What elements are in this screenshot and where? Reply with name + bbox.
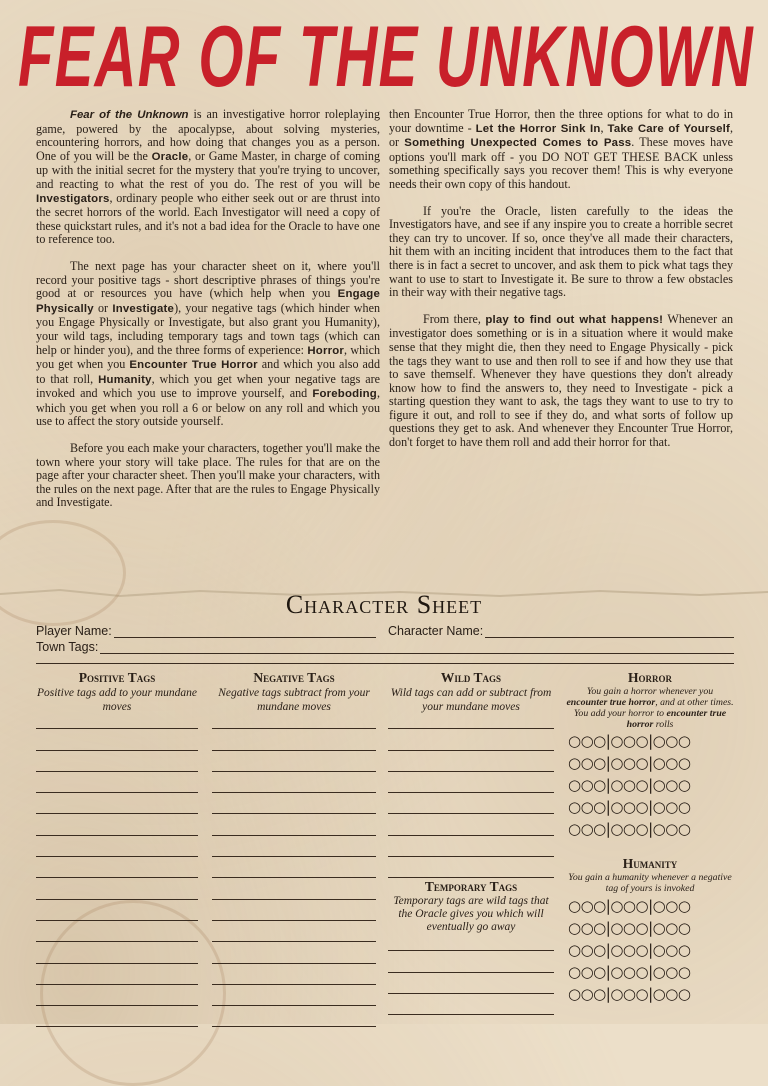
- term-play-to-find-out: play to find out what happens!: [485, 313, 664, 326]
- temporary-tags-lines[interactable]: [388, 930, 554, 1015]
- write-in-line[interactable]: [212, 751, 376, 772]
- town-tags-label: Town Tags:: [36, 640, 99, 654]
- write-in-line[interactable]: [36, 814, 198, 835]
- humanity-tracks[interactable]: [568, 895, 736, 1005]
- temporary-tags-description: Temporary tags are wild tags that the Oracle gives you which will eventually go away: [393, 895, 549, 933]
- write-in-line[interactable]: [212, 1006, 376, 1027]
- write-in-line[interactable]: [36, 729, 198, 750]
- write-in-line[interactable]: [36, 985, 198, 1006]
- player-name-field[interactable]: [36, 624, 376, 638]
- write-in-line[interactable]: [36, 921, 198, 942]
- write-in-line[interactable]: [36, 1006, 198, 1027]
- write-in-line[interactable]: [212, 964, 376, 985]
- negative-tags-heading: Negative Tags: [253, 670, 335, 685]
- write-in-line[interactable]: [36, 793, 198, 814]
- checkbox-track[interactable]: ○○○|○○○|○○○: [568, 732, 691, 750]
- term-foreboding: Foreboding: [312, 388, 377, 401]
- write-in-line[interactable]: [212, 857, 376, 878]
- term-investigators: Investigators: [36, 192, 110, 205]
- intro-paragraph-1: Fear of the Unknown is an investigative horror roleplaying game, powered by the apocalypse, about solving mysteries, encountering horrors, and how doing that changes you as a person. One of you will be the Oracle, or Game Master, in charge of coming up with the initial secret for the mystery that you're trying to uncover, and reacting to what the rest of you do. The rest of you will be Investigators, ordinary people who either seek out or are thrust into the secret horrors of the world. Each Investigator will need a copy of these quickstart rules, and it's not a bad idea for the Oracle to have one to reference too.: [36, 107, 380, 247]
- write-in-line[interactable]: [388, 708, 554, 729]
- intro-paragraph-6: From there, play to find out what happens! Whenever an investigator does something or is in a situation where it would make sense that they might die, then they need to Engage Physically - pick the tags they want to use and then roll to see if and how they use that to save themself. Whenever they have questions they don't already know how to find the answers to, they need to Investigate - pick a starting question they want to ask, the tags they want to use to try to figure it out, and roll to see if they do, and what sorts of follow up questions they get to ask. And whenever they Encounter True Horror, don't forget to have them roll and add their horror for that.: [389, 311, 733, 450]
- term-horror: Horror: [307, 344, 345, 357]
- checkbox-track[interactable]: ○○○|○○○|○○○: [568, 754, 691, 772]
- write-in-line[interactable]: [388, 973, 554, 994]
- term-investigate: Investigate: [112, 302, 175, 315]
- humanity-heading: Humanity: [622, 856, 678, 871]
- title-text: Fear of the Unknown: [18, 9, 754, 102]
- checkbox-track[interactable]: ○○○|○○○|○○○: [568, 897, 691, 915]
- player-name-line[interactable]: [114, 625, 376, 638]
- negative-tags-lines[interactable]: [212, 708, 376, 1027]
- write-in-line[interactable]: [212, 942, 376, 963]
- term-something-unexpected: Something Unexpected Comes to Pass: [404, 137, 632, 150]
- wild-tags-description: Wild tags can add or subtract from your mundane moves: [390, 687, 552, 713]
- term-oracle: Oracle: [151, 150, 189, 163]
- write-in-line[interactable]: [388, 836, 554, 857]
- write-in-line[interactable]: [212, 793, 376, 814]
- intro-paragraph-3: Before you each make your characters, together you'll make the town where your story will take place. The rules for that are on the page after your character sheet. Then you'll make your characters, with the rules on the next page. After that are the rules to Engage Physically and Investigate.: [36, 441, 380, 510]
- write-in-line[interactable]: [212, 836, 376, 857]
- horror-tracks[interactable]: [568, 730, 736, 840]
- checkbox-track[interactable]: ○○○|○○○|○○○: [568, 776, 691, 794]
- positive-tags-description: Positive tags add to your mundane moves: [36, 687, 198, 713]
- character-sheet-title: Character Sheet: [285, 590, 483, 619]
- humanity-description: You gain a humanity whenever a negative tag of yours is invoked: [568, 872, 732, 894]
- write-in-line[interactable]: [388, 793, 554, 814]
- write-in-line[interactable]: [212, 921, 376, 942]
- term-encounter-true-horror: Encounter True Horror: [129, 359, 258, 372]
- town-tags-extra-line[interactable]: [36, 640, 734, 664]
- write-in-line[interactable]: [388, 814, 554, 835]
- intro-paragraph-5: If you're the Oracle, listen carefully to the ideas the Investigators have, and see if any inspire you to create a horrible secret they can try to uncover. If so, once they've all made their characters, hit them with an inciting incident that introduces them to the fact that there is in fact a secret to uncover, and ask them to pick what tags they want to use to start to Investigate it. Be sure to throw a few obstacles in their way with their negative tags.: [389, 203, 733, 300]
- write-in-line[interactable]: [212, 772, 376, 793]
- write-in-line[interactable]: [388, 994, 554, 1015]
- write-in-line[interactable]: [388, 729, 554, 750]
- term-engage-physically: Engage Physically: [36, 288, 380, 315]
- write-in-line[interactable]: [212, 985, 376, 1006]
- checkbox-track[interactable]: ○○○|○○○|○○○: [568, 919, 691, 937]
- wild-tags-lines[interactable]: [388, 708, 554, 878]
- write-in-line[interactable]: [36, 878, 198, 899]
- negative-tags-description: Negative tags subtract from your mundane moves: [218, 687, 370, 713]
- player-name-label: Player Name:: [36, 624, 112, 638]
- intro-paragraph-2: The next page has your character sheet on it, where you'll record your positive tags - short descriptive phrases of things you're good at or resources you have (which help when you Engage Physically or Investigate), your negative tags (which hinder when you Engage Physically or Investigate, but also grant you Humanity), your wild tags, including temporary tags and town tags (which can help or hinder you), and the three forms of experience: Horror, which you get when you Encounter True Horror and which you also add to that roll, Humanity, which you get when your negative tags are invoked and which you use to improve yourself, and Foreboding, which you get when you roll a 6 or below on any roll and which you use to affect the story outside yourself.: [36, 258, 380, 429]
- horror-description: You gain a horror whenever you encounter true horror, and at other times. You add your horror to encounter true horror rolls: [566, 686, 734, 730]
- write-in-line[interactable]: [36, 900, 198, 921]
- character-name-line[interactable]: [485, 625, 734, 638]
- write-in-line[interactable]: [36, 857, 198, 878]
- write-in-line[interactable]: [212, 814, 376, 835]
- write-in-line[interactable]: [388, 857, 554, 878]
- write-in-line[interactable]: [212, 708, 376, 729]
- write-in-line[interactable]: [388, 930, 554, 951]
- write-in-line[interactable]: [212, 900, 376, 921]
- write-in-line[interactable]: [36, 708, 198, 729]
- intro-left-column: [36, 108, 380, 523]
- intro-right-column: [389, 108, 733, 463]
- temporary-tags-heading: Temporary Tags: [424, 879, 518, 894]
- checkbox-track[interactable]: ○○○|○○○|○○○: [568, 963, 691, 981]
- write-in-line[interactable]: [36, 836, 198, 857]
- write-in-line[interactable]: [36, 942, 198, 963]
- write-in-line[interactable]: [388, 751, 554, 772]
- horror-heading: Horror: [627, 670, 672, 685]
- term-humanity: Humanity: [98, 373, 152, 386]
- write-in-line[interactable]: [212, 878, 376, 899]
- term-let-the-horror-sink-in: Let the Horror Sink In: [475, 122, 601, 135]
- wild-tags-heading: Wild Tags: [440, 670, 502, 685]
- positive-tags-heading: Positive Tags: [78, 670, 156, 685]
- write-in-line[interactable]: [388, 951, 554, 972]
- checkbox-track[interactable]: ○○○|○○○|○○○: [568, 798, 691, 816]
- intro-paragraph-4: then Encounter True Horror, then the three options for what to do in your downtime - Let the Horror Sink In, Take Care of Yourself, or Something Unexpected Comes to Pass. These moves have options you'll mark off - you DO NOT GET THESE BACK unless something specifically says you recover them! This is why everyone needs their own copy of this handout.: [389, 107, 733, 191]
- positive-tags-lines[interactable]: [36, 708, 198, 1027]
- write-in-line[interactable]: [36, 751, 198, 772]
- write-in-line[interactable]: [36, 772, 198, 793]
- checkbox-track[interactable]: ○○○|○○○|○○○: [568, 820, 691, 838]
- game-name: Fear of the Unknown: [70, 109, 189, 121]
- checkbox-track[interactable]: ○○○|○○○|○○○: [568, 985, 691, 1003]
- checkbox-track[interactable]: ○○○|○○○|○○○: [568, 941, 691, 959]
- write-in-line[interactable]: [212, 729, 376, 750]
- page-title: [14, 6, 758, 102]
- term-take-care-of-yourself: Take Care of Yourself: [607, 122, 730, 135]
- write-in-line[interactable]: [388, 772, 554, 793]
- write-in-line[interactable]: [36, 964, 198, 985]
- character-name-field[interactable]: [388, 624, 734, 638]
- character-name-label: Character Name:: [388, 624, 484, 638]
